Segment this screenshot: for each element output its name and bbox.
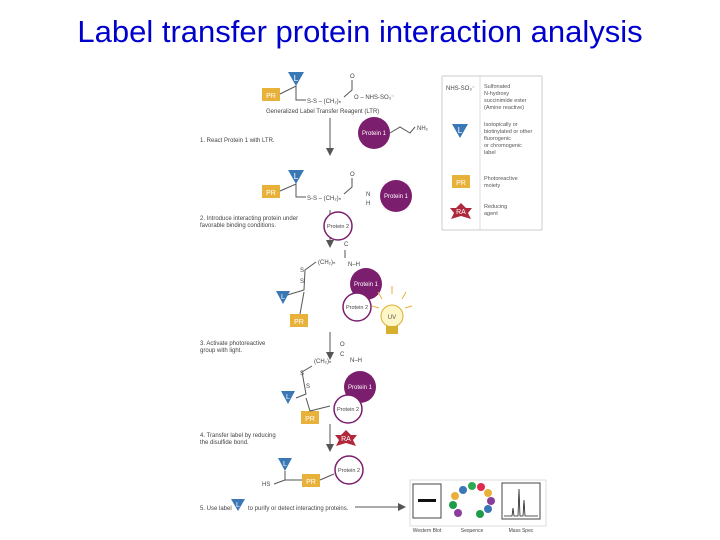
legend-label-text: Isotopically or biotinylated or other fluorogenic or chromogenic label xyxy=(484,122,533,156)
pr-label: PR xyxy=(266,190,276,197)
output-sequence: Sequence xyxy=(460,528,484,534)
label-letter: L xyxy=(281,294,285,301)
nh2-label: NH₂ xyxy=(417,126,428,132)
pr-label: PR xyxy=(266,93,276,100)
carbonyl-o: O xyxy=(350,74,355,80)
legend-ra-text: Reducing agent xyxy=(484,204,508,217)
step-5-text: 5. Use label xyxy=(200,506,232,512)
legend-label-key: L xyxy=(457,126,463,135)
s-label: S xyxy=(300,268,305,274)
protein-1-label: Protein 1 xyxy=(361,131,387,137)
label-letter: L xyxy=(236,502,240,509)
step-1-text: 1. React Protein 1 with LTR. xyxy=(200,138,275,144)
c-label: C xyxy=(340,352,345,358)
legend-nhs-text: Sulfonated N-hydroxy succinimide ester (Amine reactive) xyxy=(484,84,527,111)
legend-nhs-key: NHS-SO₃⁻ xyxy=(446,86,475,92)
legend xyxy=(442,76,542,230)
pr-label: PR xyxy=(306,479,316,486)
s-label: S xyxy=(300,279,305,285)
s-label: S xyxy=(306,384,311,390)
nh-label: N–H xyxy=(348,262,361,268)
hs-label: HS xyxy=(262,482,271,488)
ch2n-label: (CH₂)ₙ xyxy=(318,260,336,266)
linker-label: S-S – (CH₂)ₙ xyxy=(307,196,342,202)
ch2n-label: (CH₂)ₙ xyxy=(314,359,332,365)
protein-1-label: Protein 1 xyxy=(353,282,379,288)
pr-label: PR xyxy=(294,319,304,326)
o-label: O xyxy=(340,342,345,348)
uv-label: UV xyxy=(387,315,397,321)
legend-pr-text: Photoreactive moiety xyxy=(484,176,518,189)
label-letter: L xyxy=(286,394,290,401)
s-label: S xyxy=(300,371,305,377)
protein-2-label: Protein 2 xyxy=(337,468,361,474)
protein-2-label: Protein 2 xyxy=(336,407,360,413)
label-letter: L xyxy=(293,172,299,181)
protein-1-label: Protein 1 xyxy=(383,194,409,200)
page-title: Label transfer protein interaction analysis xyxy=(77,14,643,49)
n-label: N xyxy=(366,192,371,198)
reagent-caption: Generalized Label Transfer Reagent (LTR) xyxy=(266,109,380,115)
mass-spec-icon xyxy=(502,483,540,519)
label-letter: L xyxy=(293,74,299,83)
pr-label: PR xyxy=(305,416,315,423)
step-5-text-b: to purify or detect interacting proteins. xyxy=(248,506,349,512)
reagent-nhs: O – NHS-SO₃⁻ xyxy=(354,95,395,101)
ra-label: RA xyxy=(341,436,351,443)
reagent-structure xyxy=(262,72,394,115)
step-4-text: 4. Transfer label by reducing the disulfide bond. xyxy=(200,433,276,446)
output-mass-spec: Mass Spec xyxy=(508,528,534,534)
outputs-panel xyxy=(410,480,546,534)
nh-label: N–H xyxy=(350,358,363,364)
reagent-linker: S-S – (CH₂)ₙ xyxy=(307,99,342,105)
protein-2-label: Protein 2 xyxy=(345,305,369,311)
o-label: O xyxy=(350,172,355,178)
protein-2-label: Protein 2 xyxy=(326,224,350,230)
output-western-blot: Western Blot xyxy=(412,528,442,534)
protein-1-label: Protein 1 xyxy=(347,385,373,391)
h-label: H xyxy=(366,201,371,207)
label-letter: L xyxy=(283,461,287,468)
legend-ra-key: RA xyxy=(456,209,466,216)
step-2-text: 2. Introduce interacting protein under favorable binding conditions. xyxy=(200,216,299,229)
step-3-text: 3. Activate photoreactive group with light. xyxy=(200,341,266,354)
c-label: C xyxy=(344,242,349,248)
legend-pr-key: PR xyxy=(456,180,466,187)
